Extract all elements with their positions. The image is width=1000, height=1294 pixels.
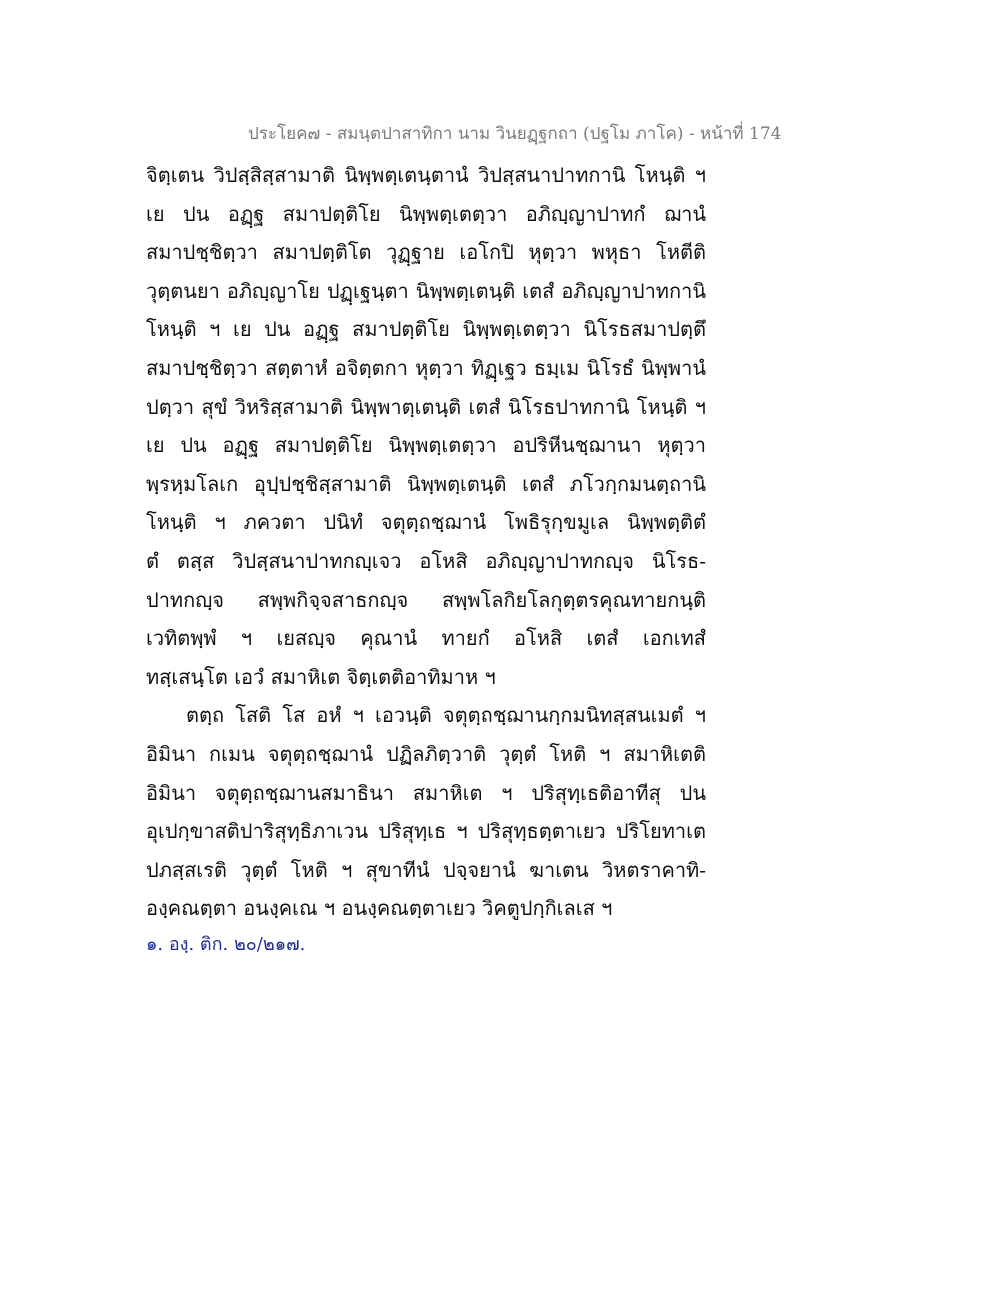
text-line: สมาปชฺชิตฺวา สมาปตฺติโต วุฏฺฐาย เอโกปิ หุตฺวา พหุธา โหตีติ	[146, 240, 706, 265]
text-line: ปตฺวา สุขํ วิหริสฺสามาติ นิพฺพาตฺเตนฺติ เตสํ นิโรธปาทกานิ โหนฺติ ฯ	[146, 394, 706, 419]
text-line: สมาปชฺชิตฺวา สตฺตาหํ อจิตฺตกา หุตฺวา ทิฏฺเฐว ธมฺเม นิโรธํ นิพฺพานํ	[146, 355, 706, 380]
text-line: จิตฺเตน วิปสฺสิสฺสามาติ นิพฺพตฺเตนฺตานํ วิปสฺสนาปาทกานิ โหนฺติ ฯ	[146, 163, 706, 187]
text-line: อิมินา จตุตฺถชฺฌานสมาธินา สมาหิเต ฯ ปริสุทฺเธติอาทีสุ ปน	[146, 780, 706, 805]
text-line: ตตฺถ โสติ โส อหํ ฯ เอวนฺติ จตุตฺถชฺฌานกฺกมนิทสฺสนเมตํ ฯ	[186, 703, 706, 728]
text-line: องฺคณตฺตา อนงฺคเณ ฯ อนงฺคณตฺตาเยว วิคตูปกฺกิเลเส ฯ	[146, 896, 613, 921]
text-line: อุเปกฺขาสติปาริสุทฺธิภาเวน ปริสุทฺเธ ฯ ปริสุทฺธตฺตาเยว ปริโยทาเต	[146, 819, 706, 844]
footnote: ๑. องฺ. ติก. ๒๐/๒๑๗.	[146, 933, 306, 955]
text-line: เวทิตพฺพํ ฯ เยสญฺจ คุณานํ ทายกํ อโหสิ เตสํ เอกเทสํ	[146, 626, 706, 651]
text-line: ปาทกญฺจ สพฺพกิจฺจสาธกญฺจ สพฺพโลกิยโลกุตฺตรคุณทายกนฺติ	[146, 587, 706, 612]
text-line: ตํ ตสฺส วิปสฺสนาปาทกญฺเจว อโหสิ อภิญฺญาปาทกญฺจ นิโรธ-	[146, 548, 706, 573]
text-line: เย ปน อฏฺฐ สมาปตฺติโย นิพฺพตฺเตตฺวา อภิญฺญาปาทกํ ฌานํ	[146, 201, 706, 226]
text-line: อิมินา กเมน จตุตฺถชฺฌานํ ปฏิลภิตฺวาติ วุตฺตํ โหติ ฯ สมาหิเตติ	[146, 741, 706, 766]
text-line: ทสฺเสนฺโต เอวํ สมาหิเต จิตฺเตติอาทิมาห ฯ	[146, 664, 496, 689]
text-line: ปภสฺสเรติ วุตฺตํ โหติ ฯ สุขาทีนํ ปจฺจยานํ ฆาเตน วิหตราคาทิ-	[146, 857, 706, 882]
text-line: โหนฺติ ฯ เย ปน อฏฺฐ สมาปตฺติโย นิพฺพตฺเตตฺวา นิโรธสมาปตฺตึ	[146, 317, 706, 342]
text-line: พฺรหฺมโลเก อุปฺปชฺชิสฺสามาติ นิพฺพตฺเตนฺติ เตสํ ภโวกฺกมนตฺถานิ	[146, 471, 706, 496]
body-text	[146, 156, 706, 962]
running-header: ประโยค๗ - สมนฺตปาสาทิกา นาม วินยฏฺฐกถา (ปฐโม ภาโค) - หน้าที่ 174	[248, 124, 782, 144]
text-line: วุตฺตนยา อภิญฺญาโย ปฏฺเฐนฺตา นิพฺพตฺเตนฺติ เตสํ อภิญฺญาปาทกานิ	[146, 278, 706, 303]
text-line: โหนฺติ ฯ ภควตา ปนิทํ จตุตฺถชฺฌานํ โพธิรุกฺขมูเล นิพฺพตฺติตํ	[146, 510, 706, 535]
text-line: เย ปน อฏฺฐ สมาปตฺติโย นิพฺพตฺเตตฺวา อปริหีนชฺฌานา หุตฺวา	[146, 433, 706, 458]
